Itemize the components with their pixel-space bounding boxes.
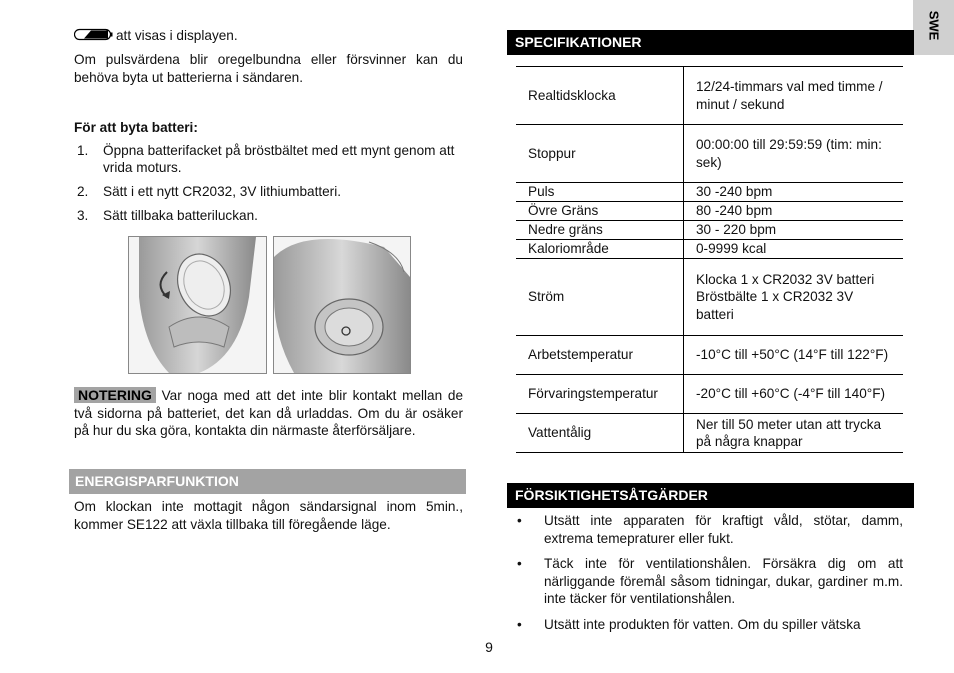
spec-value: 30 - 220 bpm — [684, 221, 904, 240]
battery-open-illustration — [128, 236, 267, 374]
table-row — [516, 375, 903, 414]
battery-line — [74, 27, 474, 45]
bullet-icon: • — [517, 513, 522, 528]
spec-key: Realtidsklocka — [516, 67, 684, 125]
step-number: 1. — [77, 143, 89, 158]
table-row — [516, 240, 903, 259]
note-text: Var noga med att det inte blir kontakt mellan de två sidorna på batteriet, det kan då urladdas. Om du är osäker på hur du ska göra, kontakta din närmaste återförsäljare. — [74, 388, 464, 438]
precautions-section-header: FÖRSIKTIGHETSÅTGÄRDER — [507, 483, 914, 508]
page-number: 9 — [485, 639, 493, 655]
note-paragraph — [74, 387, 463, 440]
spec-value: Klocka 1 x CR2032 3V batteri Bröstbälte 1 x CR2032 3V batteri — [684, 259, 904, 336]
spec-value: 80 -240 bpm — [684, 202, 904, 221]
spec-key: Arbetstemperatur — [516, 336, 684, 375]
spec-value: 30 -240 bpm — [684, 183, 904, 202]
energy-text: Om klockan inte mottagit någon sändarsignal inom 5min., kommer SE122 att växla tillbaka till föregående läge. — [74, 499, 463, 532]
battery-line-text: att visas i displayen. — [116, 28, 238, 43]
step-text: Öppna batterifacket på bröstbältet med ett mynt genom att vrida moturs. — [103, 143, 455, 175]
precaution-text: Utsätt inte produkten för vatten. Om du spiller vätska — [544, 616, 861, 632]
spec-section-header: SPECIFIKATIONER — [507, 30, 914, 55]
energy-section-header: ENERGISPARFUNKTION — [69, 469, 466, 494]
spec-value: 12/24-timmars val med timme / minut / sekund — [684, 67, 904, 125]
language-label: SWE — [926, 10, 942, 41]
spec-key: Nedre gräns — [516, 221, 684, 240]
precaution-text: Utsätt inte apparaten för kraftigt våld, stötar, damm, extrema temepraturer eller fukt. — [544, 513, 903, 546]
list-item — [516, 616, 903, 634]
change-battery-title: För att byta batteri: — [74, 120, 198, 135]
spec-table — [516, 66, 903, 453]
table-row — [516, 67, 903, 125]
spec-value: -20°C till +60°C (-4°F till 140°F) — [684, 375, 904, 414]
step-item — [74, 207, 463, 224]
battery-icon — [74, 28, 113, 45]
spec-key: Puls — [516, 183, 684, 202]
table-row — [516, 202, 903, 221]
step-number: 3. — [77, 208, 89, 223]
spec-key: Ström — [516, 259, 684, 336]
table-row — [516, 221, 903, 240]
spec-key: Stoppur — [516, 125, 684, 183]
spec-key: Vattentålig — [516, 414, 684, 453]
battery-steps — [74, 142, 463, 231]
spec-value: 00:00:00 till 29:59:59 (tim: min: sek) — [684, 125, 904, 183]
precaution-text: Täck inte för ventilationshålen. Försäkra dig om att närliggande föremål såsom tidningar, dukar, gardiner m.m. inte täcker för ventilationshålen. — [544, 556, 903, 606]
spec-key: Övre Gräns — [516, 202, 684, 221]
step-text: Sätt tillbaka batteriluckan. — [103, 208, 258, 223]
table-row — [516, 336, 903, 375]
precautions-list — [516, 512, 903, 641]
bullet-icon: • — [517, 616, 522, 632]
step-text: Sätt i ett nytt CR2032, 3V lithiumbatteri. — [103, 184, 342, 199]
step-item — [74, 142, 463, 176]
spec-value: Ner till 50 meter utan att trycka på några knappar — [684, 414, 904, 453]
table-row — [516, 125, 903, 183]
spec-value: 0-9999 kcal — [684, 240, 904, 259]
battery-paragraph: Om pulsvärdena blir oregelbundna eller försvinner kan du behöva byta ut batterierna i sändaren. — [74, 52, 463, 85]
table-row — [516, 183, 903, 202]
step-number: 2. — [77, 184, 89, 199]
language-tab — [913, 0, 954, 55]
step-item — [74, 183, 463, 200]
table-row — [516, 414, 903, 453]
spec-key: Kaloriområde — [516, 240, 684, 259]
table-row — [516, 259, 903, 336]
note-label: NOTERING — [74, 387, 156, 403]
spec-value: -10°C till +50°C (14°F till 122°F) — [684, 336, 904, 375]
bullet-icon: • — [517, 556, 522, 571]
battery-closed-illustration — [273, 236, 411, 374]
list-item — [516, 555, 903, 608]
spec-key: Förvaringstemperatur — [516, 375, 684, 414]
list-item — [516, 512, 903, 547]
